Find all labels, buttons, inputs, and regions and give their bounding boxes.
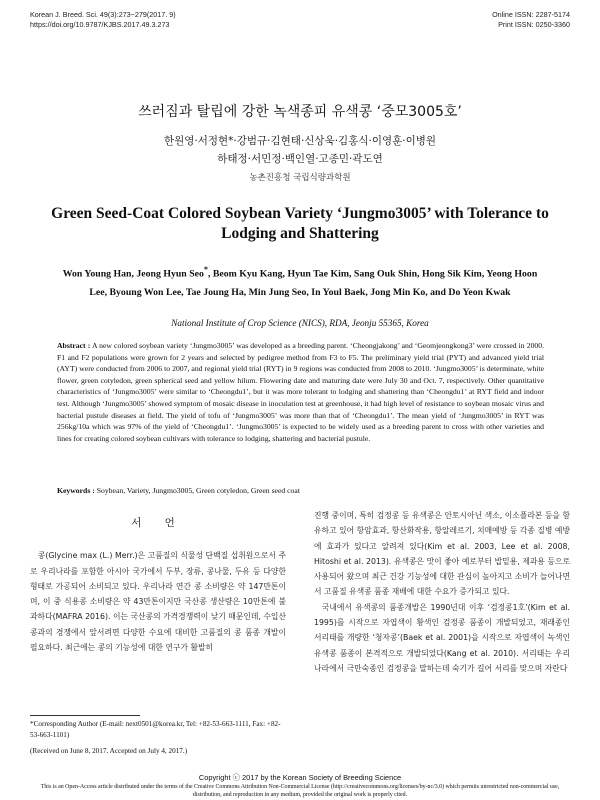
korean-title: 쓰러짐과 탈립에 강한 녹색종피 유색콩 ‘중모3005호’ bbox=[138, 104, 462, 120]
corresponding-footnote: *Corresponding Author (E-mail: next0501@korea.kr, Tel: +82-53-663-1111, Fax: +82-53-663-1101) bbox=[30, 720, 281, 739]
keywords bbox=[57, 486, 300, 495]
keywords-text: Soybean, Variety, Jungmo3005, Green cotyledon, Green seed coat bbox=[96, 486, 300, 495]
korean-affiliation: 농촌진흥청 국립식량과학원 bbox=[249, 173, 351, 183]
license-text: This is an Open-Access article distributed under the terms of the Creative Commons Attribution Non-Commercial License (http://creativecommons.org/licenses/by-nc/3.0) which permits unrestricted non-commercial use, distribution, and reproduction in any medium, provided the original work is properly cited. bbox=[40, 784, 560, 798]
keywords-label: Keywords : bbox=[57, 486, 95, 495]
received-footnote: (Received on June 8, 2017. Accepted on July 4, 2017.) bbox=[30, 747, 188, 755]
body-right-column bbox=[314, 508, 570, 676]
doi-link[interactable]: https://doi.org/10.9787/KJBS.2017.49.3.273 bbox=[30, 20, 170, 29]
section-title: 서 언 bbox=[131, 517, 185, 529]
abstract-label: Abstract : bbox=[57, 341, 91, 350]
footnote-divider bbox=[30, 715, 140, 716]
abstract-text: A new colored soybean variety ‘Jungmo3005’ was developed as a breeding parent. ‘Cheongjakong’ and ‘Geomjeongkong3’ were crossed in 2000. F1 and F2 populations were grown for 2 years and selected by pedigree method from F3 to F5. The preliminary yield trial (PYT) and advanced yield trial (AYT) were conducted from 2006 to 2007, and regional yield trial (RYT) in 9 regions was conducted from 2008 to 2010. ‘Jungmo3005’ is determinate, white flower, green cotyledon, green spherical seed and yellow hilum. Flowering date and maturing date were July 30 and Oct. 7, respectively. Other quantitative characteristics of ‘Jungmo3005’ were similar to ‘Cheongdu1’, but it was more tolerant to lodging and shattering than ‘Cheongdu1’ at RYT field and indoor test. Although ‘Jungmo3005’ showed symptom of mosaic disease in inoculation test at greenhouse, it had high level of resistance to soybean mosaic virus and bacterial pustule diseases at field. The yield of tofu of ‘Jungmo3005’ was more than that of ‘Cheongdu1’. The mean yield of ‘Jungmo3005’ in RYT was 256kg/10a which was 97% of the yield of ‘Cheongdu1’. ‘Jungmo3005’ is expected to be widely used as a breeding parent to cross with other varieties and lines for creating colored soybean cultivars with tolerance to lodging, shattering and bacterial pustule. bbox=[57, 341, 545, 443]
intro-paragraph-2: 진행 중이며, 특히 검정콩 등 유색콩은 안토시아닌 색소, 이소플라본 등을 함유하고 있어 항암효과, 항산화작용, 항알레르기, 치매예방 등 각종 질병 예방에 효과가 있다고 알려져 있다(Kim et al. 2003, Lee et al. 2008, Hitoshi et al. 2013). 유색콩은 맛이 좋아 예로부터 밥밑용, 제과용 등으로 사용되어 왔으며 최근 건강 기능성에 대한 관심이 높아지고 소비가 늘어나면서 고품질 유색콩 품종 재배에 대한 수요가 증가되고 있다. bbox=[314, 511, 570, 597]
english-authors bbox=[0, 261, 600, 302]
copyright: Copyright ⓒ 2017 by the Korean Society of Breeding Science bbox=[198, 773, 402, 782]
english-affiliation: National Institute of Crop Science (NICS), RDA, Jeonju 55365, Korea bbox=[171, 318, 429, 328]
journal-header bbox=[30, 10, 176, 30]
korean-authors-line1: 한원영·서정현*·강범규·김현태·신상욱·김홍식·이영훈·이병원 bbox=[163, 135, 437, 147]
journal-citation: Korean J. Breed. Sci. 49(3):273~279(2017. 9) bbox=[30, 10, 176, 19]
abstract bbox=[57, 340, 544, 444]
online-issn: Online ISSN: 2287-5174 bbox=[492, 10, 570, 19]
intro-paragraph-1: 콩(Glycine max (L.) Merr.)은 고품질의 식물성 단백질 섭취원으로서 주로 우리나라를 포함한 아시아 국가에서 두부, 장류, 콩나물, 두유 등 다양한 형태로 가공되어 소비되고 있다. 우리나라 연간 콩 소비량은 약 147만톤이며, 이 중 식용콩 소비량은 약 43만톤이지만 국산콩 생산량은 10만톤에 불과하다(MAFRA 2016). 이는 국산콩의 가격경쟁력이 낮기 때문인데, 수입산 콩과의 경쟁에서 앞서려면 다양한 수요에 대비한 고품질의 콩 품종 개발이 필요하다. 최근에는 콩의 기능성에 대한 연구가 활발히 bbox=[30, 551, 286, 653]
intro-paragraph-3: 국내에서 유색콩의 품종개발은 1990년대 이후 ‘검정콩1호’(Kim et al. 1995)를 시작으로 자엽색이 황색인 검정콩 품종이 개발되었고, 재래종인 서리태를 개량한 ‘청자콩’(Baek et al. 2001)을 시작으로 자엽색이 녹색인 유색콩 품종이 본격적으로 개발되었다(Kang et al. 2010). 서리태는 우리나라에서 극만숙종인 검정콩을 말하는데 숙기가 길어 서리를 맞으며 자란다 bbox=[314, 602, 570, 673]
authors-rest: , Beom Kyu Kang, Hyun Tae Kim, Sang Ouk Shin, Hong Sik Kim, Yeong Hoon Lee, Byoung Won Lee, Tae Joung Ha, Min Jung Seo, In Youl Baek, Jong Min Ko, and Do Yeon Kwak bbox=[89, 268, 538, 298]
print-issn: Print ISSN: 0250-3360 bbox=[498, 20, 570, 29]
korean-authors-line2: 하태정·서민정·백인열·고종민·곽도연 bbox=[217, 153, 383, 165]
authors-first: Won Young Han, Jeong Hyun Seo bbox=[62, 268, 204, 280]
body-left-column bbox=[30, 508, 286, 655]
english-title: Green Seed-Coat Colored Soybean Variety ‘Jungmo3005’ with Tolerance to Lodging and Shattering bbox=[51, 205, 549, 242]
corresponding-mark: * bbox=[203, 265, 208, 274]
issn-header bbox=[492, 10, 570, 30]
